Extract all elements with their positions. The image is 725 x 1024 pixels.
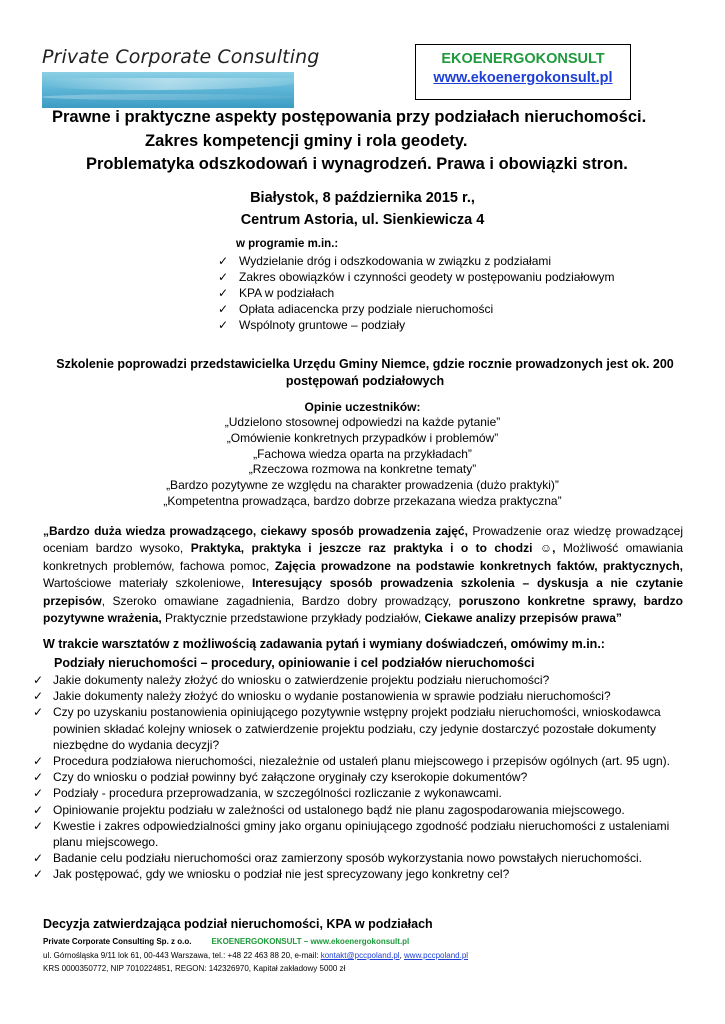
opinion-item: „Bardzo pozytywne ze względu na charakter prowadzenia (dużo praktyki)”	[166, 478, 559, 493]
program-item	[218, 269, 615, 285]
workshop-question-text: Opiniowanie projektu podziału w zależności od ustalonego bądź nie planu zagospodarowania miejscowego.	[53, 802, 625, 817]
workshop-question	[33, 802, 693, 818]
workshop-question-text: Procedura podziałowa nieruchomości, niezależnie od ustaleń planu miejscowego i przepisów ogólnych (art. 95 ugn).	[53, 754, 671, 769]
footer-sep: ,	[399, 951, 405, 960]
testimonial-bold-segment: „Bardzo duża wiedza prowadzącego, ciekawy sposób prowadzenia zajęć,	[43, 524, 468, 538]
footer-krs: KRS 0000350772, NIP 7010224851, REGON: 142326970, Kapitał zakładowy 5000 zł	[43, 964, 346, 973]
checkmark-icon: ✓	[33, 705, 44, 720]
workshop-question	[33, 866, 693, 882]
workshop-question-text: Czy do wniosku o podział powinny być załączone oryginały czy kserokopie dokumentów?	[53, 770, 528, 785]
workshop-question	[33, 704, 693, 753]
checkmark-icon: ✓	[33, 867, 44, 882]
program-item-text: Zakres obowiązków i czynności geodety w postępowaniu podziałowym	[239, 270, 615, 284]
testimonial-bold-segment: Ciekawe analizy przepisów prawa”	[424, 611, 622, 626]
logo-text: Private Corporate Consulting	[42, 46, 320, 68]
workshop-question	[33, 769, 693, 785]
workshop-question-text: Jakie dokumenty należy złożyć do wniosku o wydanie postanowienia w sprawie podziału nieruchomości?	[53, 689, 611, 704]
workshop-question	[33, 672, 693, 688]
checkmark-icon: ✓	[33, 818, 44, 833]
program-item	[218, 317, 615, 333]
checkmark-icon: ✓	[218, 318, 229, 332]
checkmark-icon: ✓	[33, 802, 44, 817]
checkmark-icon: ✓	[218, 254, 229, 268]
workshop-question-text: Kwestie i zakres odpowiedzialności gminy jako organu opiniującego zgodność podziału nieruchomości z ustaleniami planu miejscowego.	[53, 818, 670, 850]
checkmark-icon: ✓	[33, 754, 44, 769]
opinion-item: „Kompetentna prowadząca, bardzo dobrze przekazana wiedza praktyczna”	[163, 493, 562, 508]
workshop-question-text: Badanie celu podziału nieruchomości oraz zamierzony sposób wykorzystania nowo powstałych nieruchomości.	[53, 851, 642, 866]
workshop-questions	[33, 672, 693, 883]
decision-title: Decyzja zatwierdzająca podział nieruchomości, KPA w podziałach	[43, 917, 433, 931]
program-item-text: Wspólnoty gruntowe – podziały	[239, 318, 406, 332]
footer-line-1	[43, 937, 409, 946]
training-note: Szkolenie poprowadzi przedstawicielka Urzędu Gminy Niemce, gdzie rocznie prowadzonych jest ok. 200 postępowań podziałowych	[56, 357, 674, 388]
box-name: EKOENERGOKONSULT	[441, 51, 605, 67]
title-line-2: Zakres kompetencji gminy i rola geodety.	[145, 132, 468, 150]
footer-email-link[interactable]: kontakt@pccpoland.pl	[320, 951, 400, 960]
workshop-question	[33, 850, 693, 866]
program-item	[218, 285, 615, 301]
workshop-question-text: Podziały - procedura przeprowadzania, w szczególności rozliczanie z wykonawcami.	[53, 786, 502, 801]
testimonial-bold-segment: Interesujący sposób prowadzenia szkolenia – dyskusja a nie czytanie przepisów	[43, 576, 684, 608]
checkmark-icon: ✓	[33, 851, 44, 866]
checkmark-icon: ✓	[218, 286, 229, 300]
program-item-text: Wydzielanie dróg i odszkodowania w związku z podziałami	[239, 254, 552, 268]
footer-eko: EKOENERGOKONSULT – www.ekoenergokonsult.pl	[211, 937, 410, 946]
footer-address: ul. Górnośląska 9/11 lok 61, 00-443 Warszawa, tel.: +48 22 463 88 20, e-mail:	[43, 951, 321, 960]
footer-company: Private Corporate Consulting Sp. z o.o.	[43, 937, 192, 946]
testimonial-segment: , Szeroko omawiane zagadnienia, Bardzo dobry prowadzący,	[101, 593, 459, 608]
testimonial-segment: Praktycznie przedstawione przykłady podziałów,	[161, 611, 425, 626]
checkmark-icon: ✓	[218, 302, 229, 316]
program-item	[218, 253, 615, 269]
program-list	[218, 253, 615, 333]
footer-web-link[interactable]: www.pccpoland.pl	[404, 951, 469, 960]
workshop-subtitle: Podziały nieruchomości – procedury, opiniowanie i cel podziałów nieruchomości	[54, 656, 535, 670]
testimonial-paragraph	[43, 523, 683, 627]
testimonial-bold-segment: Praktyka, praktyka i jeszcze raz praktyka i o to chodzi ☺,	[190, 541, 556, 556]
event-city-date: Białystok, 8 października 2015 r.,	[250, 190, 475, 206]
checkmark-icon: ✓	[33, 786, 44, 801]
workshop-question-text: Jak postępować, gdy we wniosku o podział nie jest sprecyzowany jego konkretny cel?	[53, 867, 510, 882]
opinion-item: „Udzielono stosownej odpowiedzi na każde pytanie”	[224, 415, 501, 429]
testimonial-segment: Prowadzenie oraz wiedzę prowadzącej oceniam bardzo wysoko,	[43, 524, 683, 556]
program-item	[218, 301, 615, 317]
opinions-title: Opinie uczestników:	[304, 400, 421, 414]
testimonial-segment: Możliwość omawiania konkretnych problemów, fachowa pomoc,	[43, 541, 683, 573]
logo-wave-bar	[42, 72, 294, 108]
workshop-title: W trakcie warsztatów z możliwością zadawania pytań i wymiany doświadczeń, omówimy m.in.:	[43, 637, 605, 651]
checkmark-icon: ✓	[218, 270, 229, 284]
box-url-link[interactable]: www.ekoenergokonsult.pl	[433, 70, 613, 86]
workshop-question-text: Jakie dokumenty należy złożyć do wniosku o zatwierdzenie projektu podziału nieruchomości?	[53, 673, 550, 687]
workshop-question	[33, 688, 693, 704]
testimonial-bold-segment: Zajęcia prowadzone na podstawie konkretnych faktów, praktycznych,	[274, 558, 683, 573]
workshop-question	[33, 785, 693, 801]
testimonial-bold-segment: poruszono konkretne sprawy, bardzo pozytywne wrażenia,	[43, 593, 684, 626]
checkmark-icon: ✓	[33, 689, 44, 704]
footer-line-2	[43, 951, 468, 960]
opinion-item: „Fachowa wiedza oparta na przykładach”	[253, 446, 472, 461]
program-item-text: KPA w podziałach	[239, 286, 335, 300]
title-line-1: Prawne i praktyczne aspekty postępowania przy podziałach nieruchomości.	[52, 108, 647, 126]
workshop-question-text: Czy po uzyskaniu postanowienia opiniującego pozytywnie wstępny projekt podziału nieruchomości, wnioskodawca powinien składać kolejny wniosek o zatwierdzenie projektu podziału, czy jedynie dostarczyć pozostałe dokumenty niezbędne do wydania decyzji?	[53, 705, 661, 752]
checkmark-icon: ✓	[33, 673, 44, 687]
opinion-item: „Rzeczowa rozmowa na konkretne tematy”	[248, 462, 477, 477]
ekoenergokonsult-box	[415, 44, 631, 100]
workshop-question	[33, 753, 693, 769]
title-line-3: Problematyka odszkodowań i wynagrodzeń. Prawa i obowiązki stron.	[86, 155, 628, 173]
program-item-text: Opłata adiacencka przy podziale nieruchomości	[239, 302, 494, 316]
company-logo	[42, 46, 320, 108]
program-label: w programie m.in.:	[236, 238, 339, 250]
opinions-list	[0, 415, 725, 510]
opinion-item: „Omówienie konkretnych przypadków i problemów”	[226, 430, 499, 445]
event-venue: Centrum Astoria, ul. Sienkiewicza 4	[240, 212, 485, 228]
testimonial-segment: Wartościowe materiały szkoleniowe,	[43, 576, 252, 591]
workshop-question	[33, 818, 693, 850]
checkmark-icon: ✓	[33, 770, 44, 785]
